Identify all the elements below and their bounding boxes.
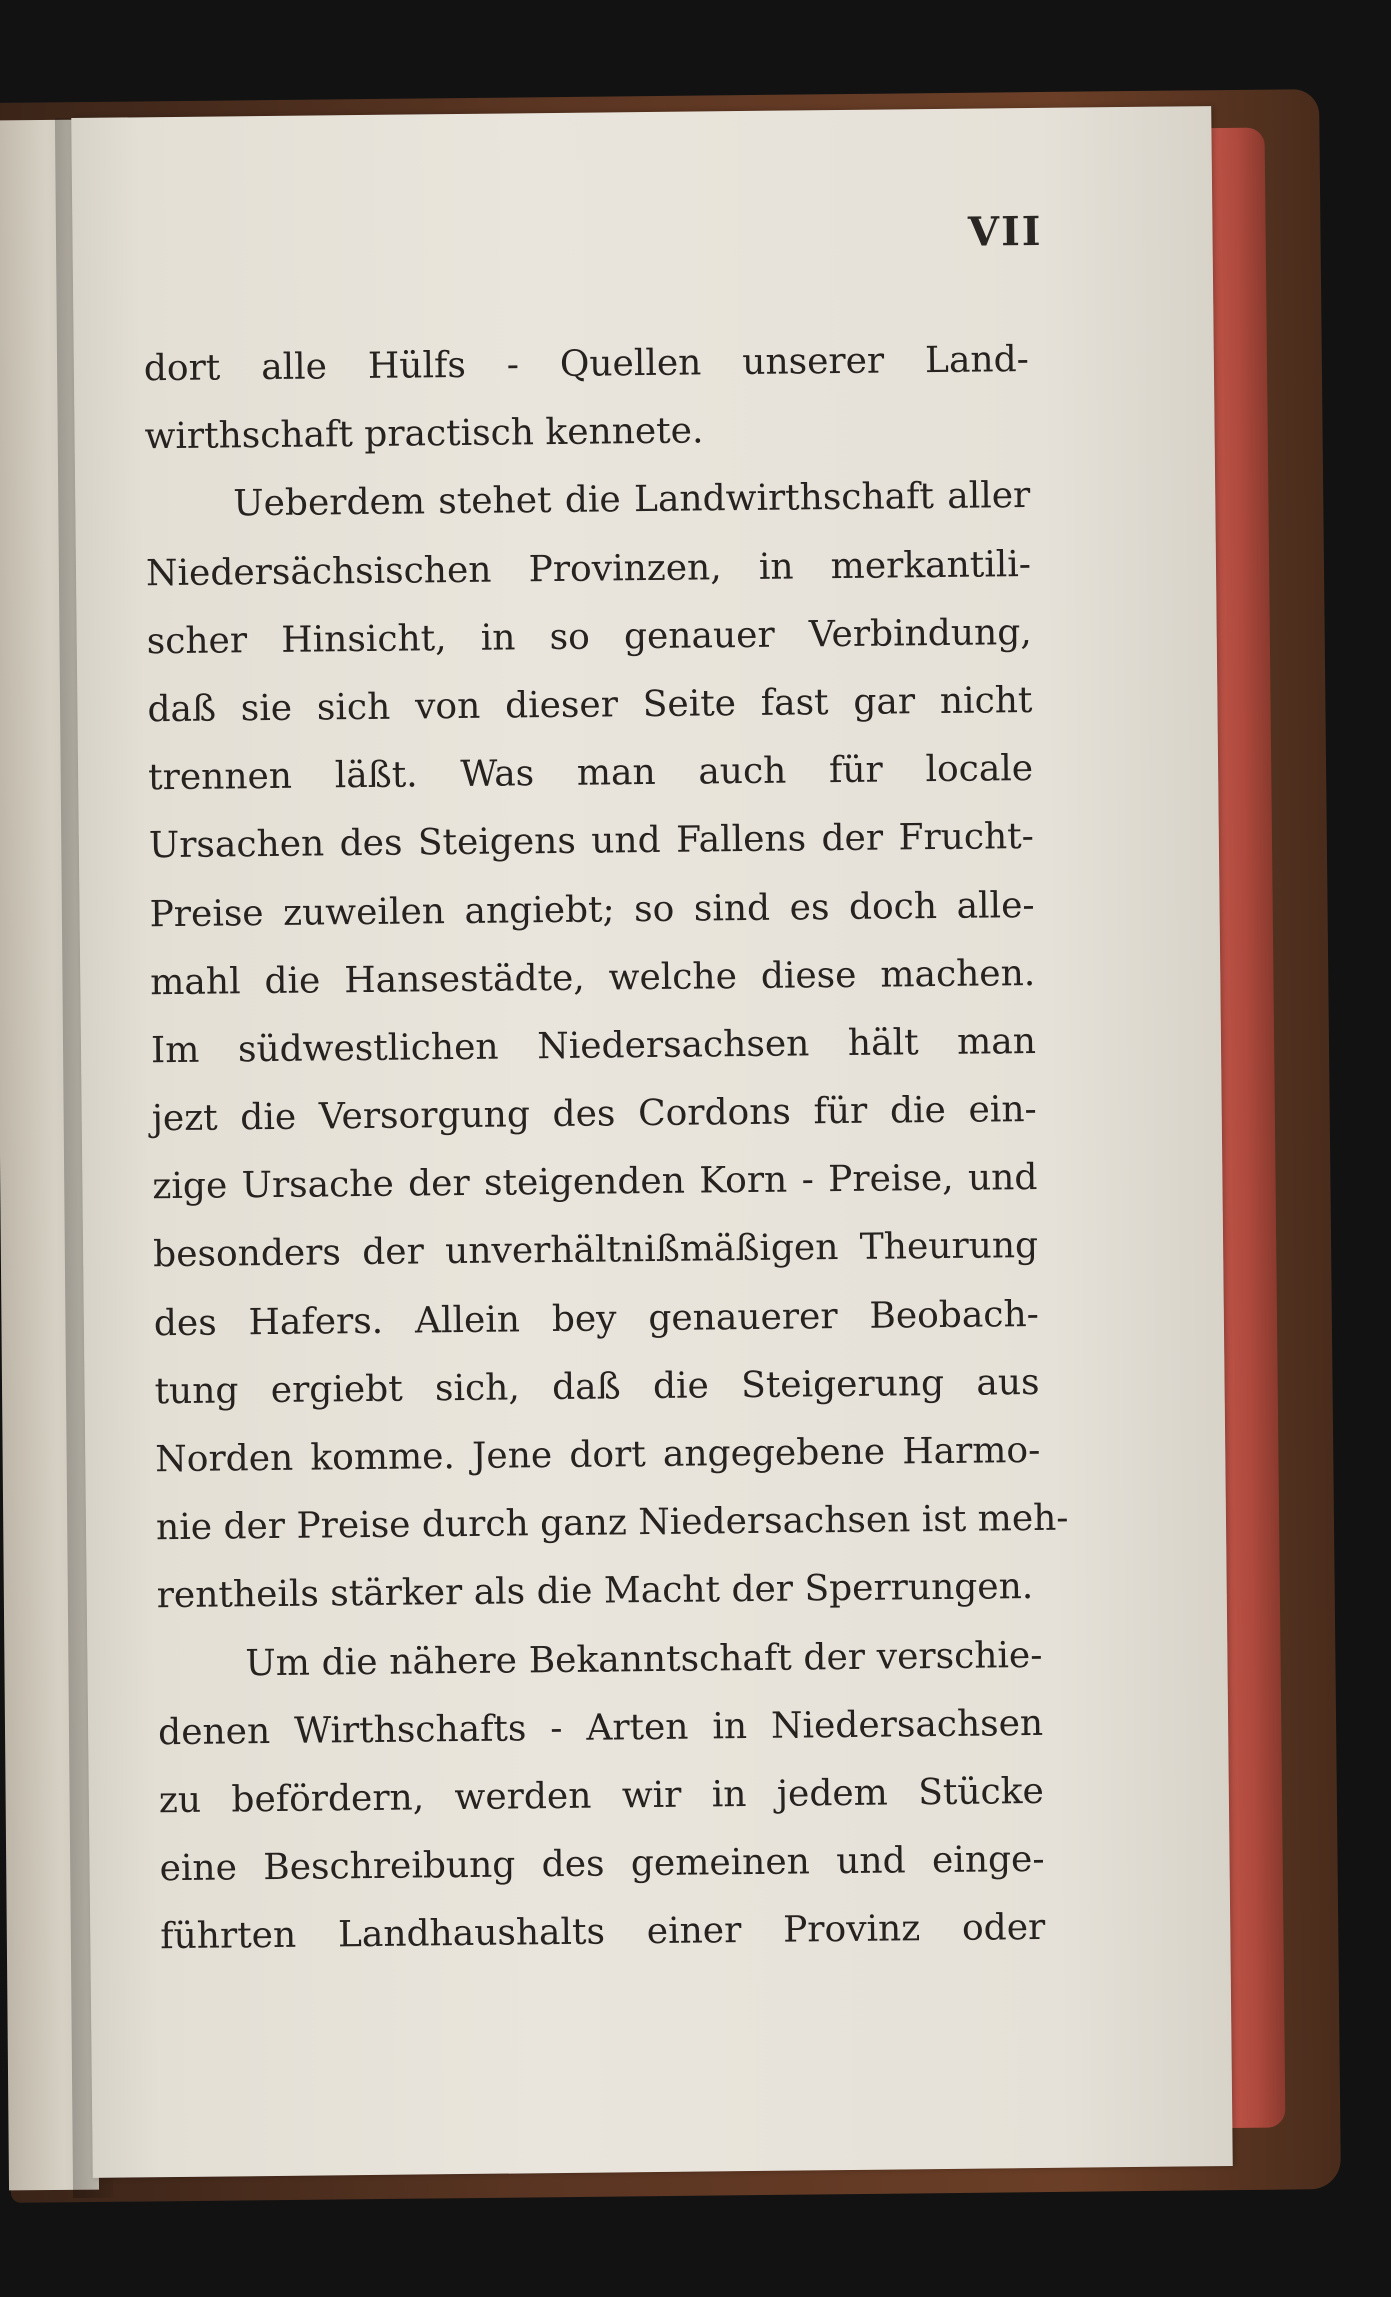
text-line: dort alle Hülfs - Quellen unserer Land- bbox=[143, 339, 1030, 390]
text-line: des Hafers. Allein bey genauerer Beobach- bbox=[153, 1293, 1040, 1344]
text-line: Norden komme. Jene dort angegebene Harmo- bbox=[155, 1429, 1041, 1481]
text-line: Ursachen des Steigens und Fallens der Frucht- bbox=[148, 816, 1035, 867]
text-line: wirthschaft practisch kennete. bbox=[144, 410, 704, 458]
text-line: nie der Preise durch ganz Niedersachsen ist meh- bbox=[155, 1497, 1069, 1549]
text-line: eine Beschreibung des gemeinen und einge- bbox=[159, 1839, 1045, 1890]
book-page bbox=[71, 106, 1233, 2178]
text-line: jezt die Versorgung des Cordons für die ein- bbox=[151, 1089, 1037, 1140]
text-line: scher Hinsicht, in so genauer Verbindung, bbox=[146, 611, 1032, 663]
text-line: Um die nähere Bekanntschaft der verschie- bbox=[245, 1634, 1043, 1684]
text-line: Im südwestlichen Niedersachsen hält man bbox=[150, 1020, 1037, 1072]
text-line: Ueberdem stehet die Landwirthschaft aller bbox=[233, 475, 1031, 525]
text-line: denen Wirthschafts - Arten in Niedersachsen bbox=[157, 1702, 1044, 1753]
text-line: Niedersächsischen Provinzen, in merkantili- bbox=[145, 543, 1032, 594]
text-line: trennen läßt. Was man auch für locale bbox=[147, 748, 1034, 799]
text-line: Preise zuweilen angiebt; so sind es doch alle- bbox=[149, 884, 1035, 935]
text-line: mahl die Hansestädte, welche diese machen. bbox=[150, 952, 1036, 1003]
text-line: zige Ursache der steigenden Korn - Preise, und bbox=[152, 1157, 1038, 1208]
text-line: tung ergiebt sich, daß die Steigerung aus bbox=[154, 1361, 1040, 1413]
text-line: führten Landhaushalts einer Provinz oder bbox=[160, 1907, 1046, 1958]
text-line: daß sie sich von dieser Seite fast gar nicht bbox=[147, 679, 1033, 731]
text-line: zu befördern, werden wir in jedem Stücke bbox=[158, 1770, 1045, 1822]
text-line: rentheils stärker als die Macht der Sperrungen. bbox=[156, 1566, 1034, 1617]
text-line: besonders der unverhältnißmäßigen Theurung bbox=[152, 1225, 1039, 1276]
body-text bbox=[143, 326, 1069, 1972]
page-number: VII bbox=[967, 207, 1043, 256]
